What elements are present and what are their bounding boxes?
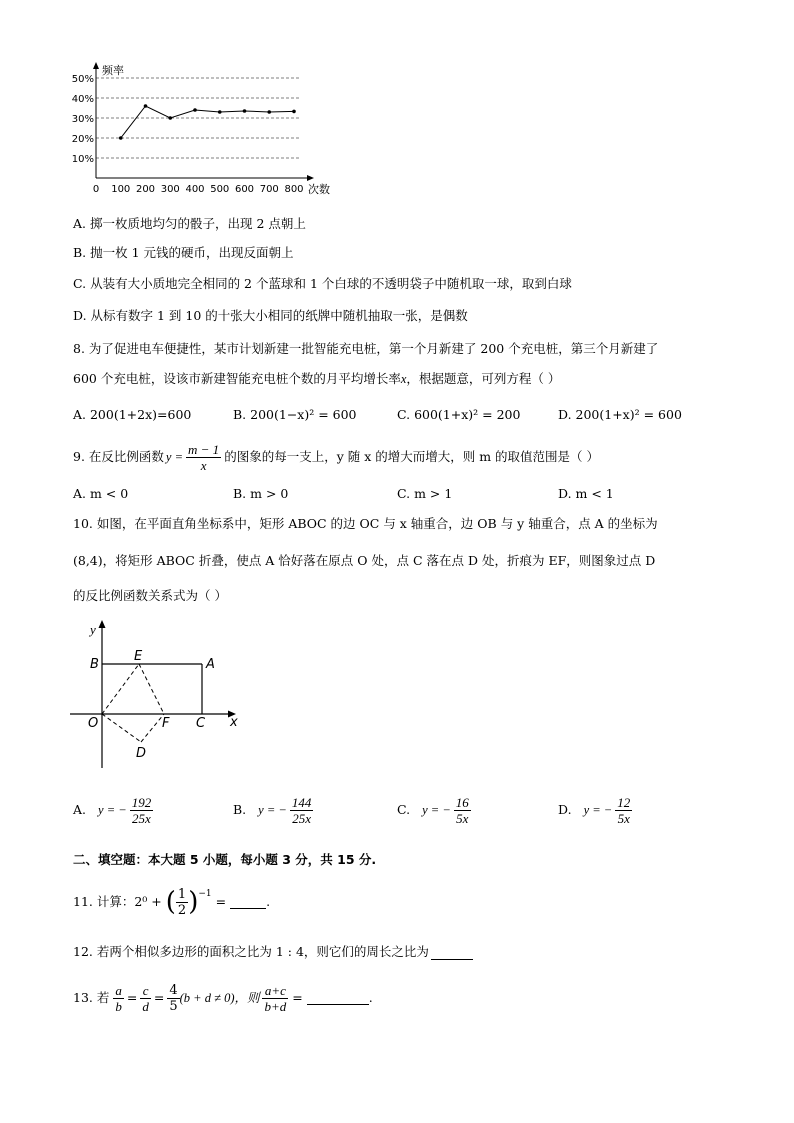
q8-option-d: D. 200(1+x)² = 600	[558, 407, 682, 422]
fold-line-ef	[139, 664, 164, 714]
x-axis-label: 次数	[308, 183, 330, 196]
q13-answer-blank[interactable]	[307, 992, 369, 1005]
data-point	[218, 110, 222, 114]
q9-option-d: D. m < 1	[558, 486, 614, 501]
label-a: A	[206, 657, 215, 672]
data-point	[243, 109, 247, 113]
label-f: F	[162, 716, 170, 731]
q9-option-c: C. m > 1	[397, 486, 453, 501]
q10-stem-line2: (8,4)，将矩形 ABOC 折叠，使点 A 恰好落在原点 O 处，点 C 落在点 D 处，折痕为 EF，则图象过点 D	[73, 553, 656, 568]
x-tick-label: 800	[284, 184, 304, 195]
x-tick-label: 0	[92, 184, 100, 195]
x-tick-label: 500	[210, 184, 230, 195]
y-tick-label: 50%	[71, 74, 94, 85]
q11-answer-blank[interactable]	[230, 896, 266, 909]
q11-stem: 11. 计算：2⁰ + ( $\frac{1}{2}$ ) −1 = .	[73, 886, 271, 918]
label-o: O	[88, 716, 99, 731]
q8-option-a: A. 200(1+2x)=600	[73, 407, 192, 422]
label-e: E	[134, 649, 143, 664]
q10-option-b: B. y = − $\frac{144}{25x}$	[233, 794, 312, 826]
q10-stem-line1: 10. 如图，在平面直角坐标系中，矩形 ABOC 的边 OC 与 x 轴重合，边 OB 与 y 轴重合，点 A 的坐标为	[73, 516, 658, 531]
frequency-line-chart	[60, 60, 350, 200]
y-tick-label: 10%	[71, 154, 94, 165]
q10-stem-line3: 的反比例函数关系式为（ ）	[73, 588, 227, 603]
q9-option-b: B. m > 0	[233, 486, 289, 501]
q7-option-a: A. 掷一枚质地均匀的骰子，出现 2 点朝上	[73, 216, 306, 231]
label-c: C	[196, 716, 206, 731]
y-tick-label: 30%	[71, 114, 94, 125]
x-tick-label: 600	[234, 184, 255, 195]
y-tick-label: 40%	[71, 94, 94, 105]
q9-stem: 9. 在反比例函数 y = $\frac{m - 1}{x}$ 的图象的每一支上，y 随 x 的增大而增大，则 m 的取值范围是（ ）	[73, 441, 599, 473]
data-point	[193, 108, 197, 112]
y-axis-label: 频率	[102, 64, 124, 77]
data-point	[292, 110, 296, 114]
label-d: D	[136, 746, 147, 761]
q13-stem: 13. 若 $\frac{a}{b}$ = $\frac{c}{d}$ = $\frac{4}{5}$ (b + d ≠ 0)，则 $\frac{a+c}{b+d}$ = .	[73, 982, 373, 1014]
q8-option-b: B. 200(1−x)² = 600	[233, 407, 357, 422]
q7-option-c: C. 从装有大小质地完全相同的 2 个蓝球和 1 个白球的不透明袋子中随机取一球，取到白球	[73, 276, 572, 291]
x-tick-label: 400	[185, 184, 205, 195]
x-tick-label: 300	[160, 184, 180, 195]
q8-option-c: C. 600(1+x)² = 200	[397, 407, 521, 422]
label-y: y	[90, 622, 96, 637]
q8-stem-line2: 600 个充电桩，设该市新建智能充电桩个数的月平均增长率x，根据题意，可列方程（ ）	[73, 371, 561, 386]
data-point	[144, 104, 148, 108]
fold-line-od	[102, 714, 141, 742]
data-point	[119, 136, 123, 140]
x-tick-label: 200	[135, 184, 156, 195]
q7-option-d: D. 从标有数字 1 到 10 的十张大小相同的纸牌中随机抽取一张，是偶数	[73, 308, 468, 323]
q10-option-d: D. y = − $\frac{12}{5x}$	[558, 794, 631, 826]
fold-line-oe	[102, 664, 139, 714]
y-axis-arrow	[93, 62, 99, 69]
q7-option-b: B. 抛一枚 1 元钱的硬币，出现反面朝上	[73, 245, 294, 260]
q12-stem: 12. 若两个相似多边形的面积之比为 1 : 4，则它们的周长之比为	[73, 944, 473, 960]
fold-line-df	[141, 714, 164, 742]
x-tick-label: 700	[259, 184, 279, 195]
x-axis-arrow	[307, 175, 314, 181]
label-b: B	[90, 657, 99, 672]
label-x: x	[230, 715, 238, 730]
section-fill-in-title: 二、填空题：本大题 5 小题，每小题 3 分，共 15 分.	[73, 852, 377, 867]
data-point	[267, 110, 271, 114]
q10-option-a: A. y = − $\frac{192}{25x}$	[73, 794, 152, 826]
q9-option-a: A. m < 0	[73, 486, 129, 501]
x-tick-label: 100	[111, 184, 131, 195]
q10-figure	[70, 618, 250, 778]
q10-option-c: C. y = − $\frac{16}{5x}$	[397, 794, 469, 826]
q8-stem-line1: 8. 为了促进电车便捷性，某市计划新建一批智能充电桩，第一个月新建了 200 个充电桩，第三个月新建了	[73, 341, 659, 356]
q12-answer-blank[interactable]	[431, 947, 473, 960]
data-point	[168, 116, 172, 120]
y-tick-label: 20%	[71, 134, 94, 145]
y-axis-arrow	[99, 620, 106, 628]
